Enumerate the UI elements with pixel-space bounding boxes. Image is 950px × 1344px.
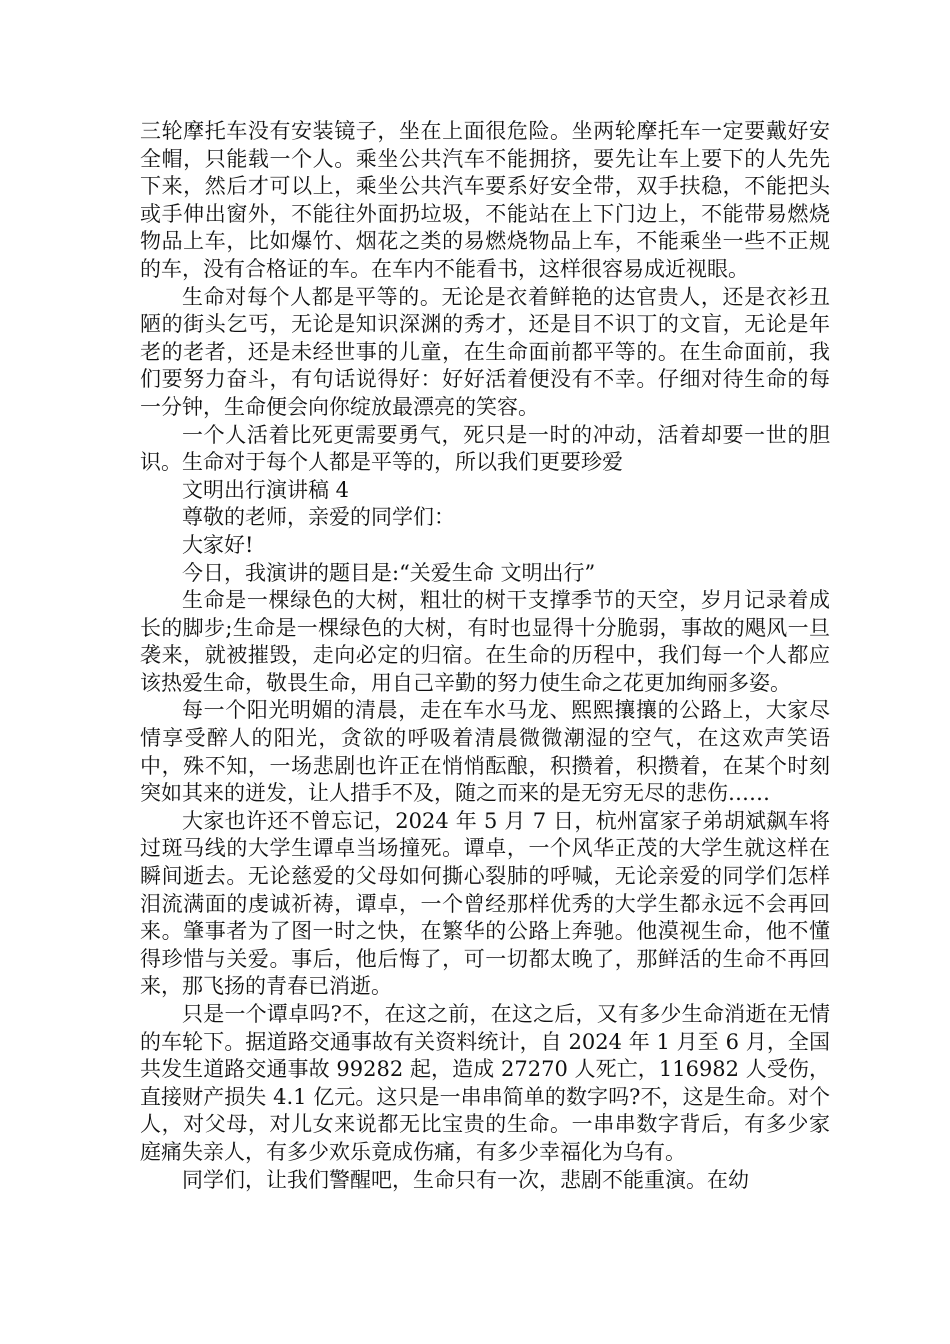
- salutation: 尊敬的老师，亲爱的同学们：: [182, 505, 455, 530]
- paragraph-11: 只是一个谭卓吗?不，在这之前，在这之后，又有多少生命消逝在无情的车轮下。据道路交通事故有关资料统计，自 2024 年 1 月至 6 月，全国共发生道路交通事故 99282 起，造成 27270 人死亡，116982 人受伤，直接财产损失 4.1 亿元。这只是一串串简单的数字吗?不，这是生命。对个人，对父母，对儿女来说都无比宝贵的生命。一串串数字背后，有多少家庭痛失亲人，有多少欢乐竟成伤痛，有多少幸福化为乌有。: [140, 1002, 830, 1164]
- paragraph-12: 同学们，让我们警醒吧，生命只有一次，悲剧不能重演。在幼: [182, 1167, 749, 1192]
- paragraph-9: 每一个阳光明媚的清晨，走在车水马龙、熙熙攘攘的公路上，大家尽情享受醉人的阳光，贪欲的呼吸着清晨微微潮湿的空气，在这欢声笑语中，殊不知，一场悲剧也许正在悄悄酝酿，积攒着，积攒着，在某个时刻突如其来的迸发，让人措手不及，随之而来的是无穷无尽的悲伤……: [140, 698, 830, 806]
- paragraph-3: 一个人活着比死更需要勇气，死只是一时的冲动，活着却要一世的胆识。生命对于每个人都是平等的，所以我们更要珍爱: [140, 422, 830, 475]
- paragraph-8: 生命是一棵绿色的大树，粗壮的树干支撑季节的天空，岁月记录着成长的脚步;生命是一棵绿色的大树，有时也显得十分脆弱，事故的飓风一旦袭来，就被摧毁，走向必定的归宿。在生命的历程中，我们每一个人都应该热爱生命，敬畏生命，用自己辛勤的努力使生命之花更加绚丽多姿。: [140, 588, 830, 695]
- paragraph-2: 生命对每个人都是平等的。无论是衣着鲜艳的达官贵人，还是衣衫丑陋的街头乞丐，无论是知识深渊的秀才，还是目不识丁的文盲，无论是年老的老者，还是未经世事的儿童，在生命面前都平等的。在生命面前，我们要努力奋斗，有句话说得好：好好活着便没有不幸。仔细对待生命的每一分钟，生命便会向你绽放最漂亮的笑容。: [140, 284, 830, 419]
- paragraph-10: 大家也许还不曾忘记，2024 年 5 月 7 日，杭州富家子弟胡斌飙车将过斑马线的大学生谭卓当场撞死。谭卓，一个风华正茂的大学生就这样在瞬间逝去。无论慈爱的父母如何撕心裂肺的呼喊，无论亲爱的同学们怎样泪流满面的虔诚祈祷，谭卓，一个曾经那样优秀的大学生都永远不会再回来。肇事者为了图一时之快，在繁华的公路上奔驰。他漠视生命，他不懂得珍惜与关爱。事后，他后悔了，可一切都太晚了，那鲜活的生命不再回来，那飞扬的青春已消逝。: [140, 808, 830, 999]
- topic-line: 今日，我演讲的题目是:“关爱生命 文明出行”: [182, 560, 596, 585]
- document-page: [140, 118, 830, 1194]
- paragraph-1: 三轮摩托车没有安装镜子，坐在上面很危险。坐两轮摩托车一定要戴好安全帽，只能载一个人。乘坐公共汽车不能拥挤，要先让车上要下的人先先下来，然后才可以上，乘坐公共汽车要系好安全带，双手扶稳，不能把头或手伸出窗外，不能往外面扔垃圾，不能站在上下门边上，不能带易燃烧物品上车，比如爆竹、烟花之类的易燃烧物品上车，不能乘坐一些不正规的车，没有合格证的车。在车内不能看书，这样很容易成近视眼。: [140, 119, 830, 281]
- greeting: 大家好!: [182, 532, 254, 557]
- speech-title: 文明出行演讲稿 4: [182, 477, 350, 502]
